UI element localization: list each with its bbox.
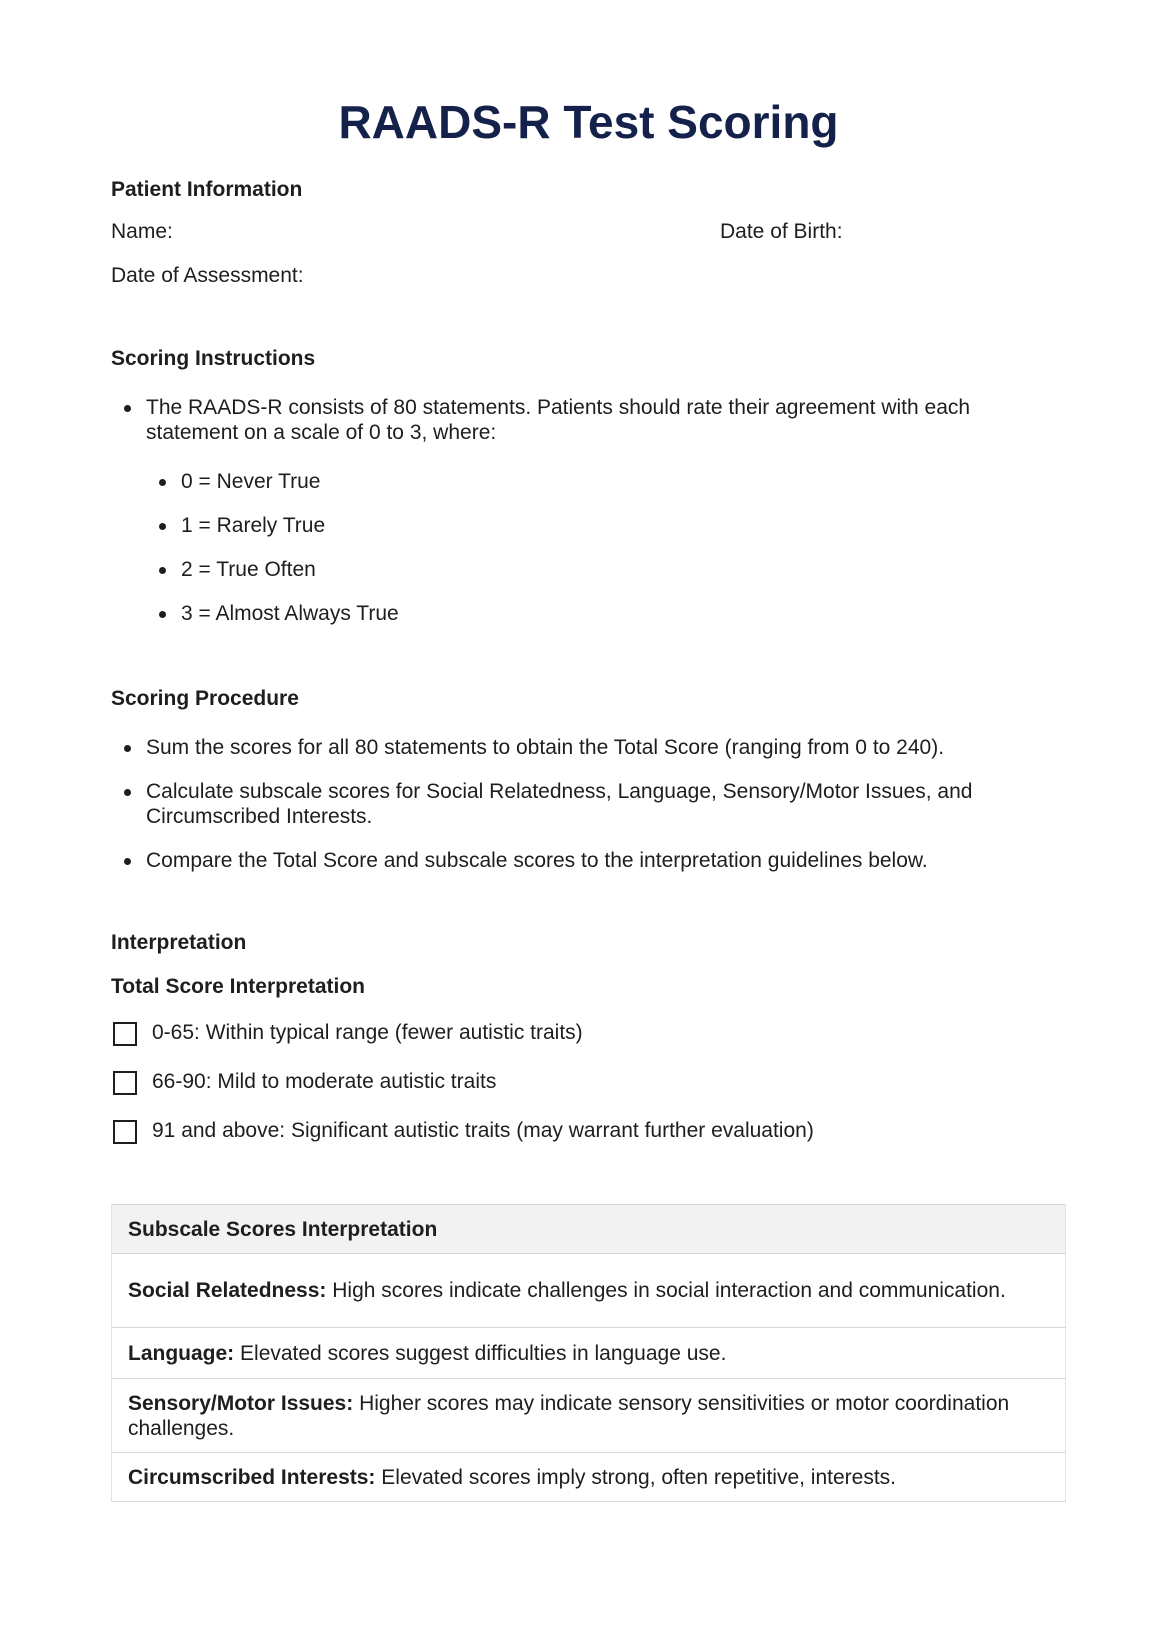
list-item: 0 = Never True: [111, 469, 1066, 494]
option-label: 0-65: Within typical range (fewer autistic traits): [152, 1021, 583, 1044]
checkbox[interactable]: [113, 1120, 137, 1144]
list-item: 2 = True Often: [111, 557, 1066, 582]
list-item: The RAADS-R consists of 80 statements. Patients should rate their agreement with each statement on a scale of 0 to 3, where:: [111, 395, 1066, 445]
assessment-date-label: Date of Assessment:: [111, 264, 304, 287]
subscale-term: Language:: [128, 1341, 235, 1365]
table-row: [112, 1453, 1066, 1502]
subscale-description: Higher scores may indicate sensory sensitivities or motor coordination challenges.: [128, 1391, 1010, 1440]
scoring-instructions-list: [111, 395, 1066, 445]
subscale-description: Elevated scores suggest difficulties in language use.: [240, 1341, 727, 1365]
table-row: [112, 1379, 1066, 1453]
subscale-table: [111, 1204, 1066, 1502]
scoring-instructions-heading: Scoring Instructions: [111, 347, 316, 370]
list-item: Sum the scores for all 80 statements to obtain the Total Score (ranging from 0 to 240).: [111, 735, 1066, 760]
option-label: 66-90: Mild to moderate autistic traits: [152, 1070, 497, 1093]
table-cell: [112, 1254, 1066, 1328]
table-row: [112, 1328, 1066, 1379]
checkbox[interactable]: [113, 1071, 137, 1095]
total-score-option[interactable]: [111, 1022, 1066, 1052]
dob-label: Date of Birth:: [720, 220, 843, 243]
list-item: 1 = Rarely True: [111, 513, 1066, 538]
list-item: Calculate subscale scores for Social Relatedness, Language, Sensory/Motor Issues, and Circumscribed Interests.: [111, 779, 1066, 829]
subscale-term: Social Relatedness:: [128, 1279, 327, 1302]
table-row: [112, 1254, 1066, 1328]
subscale-term: Circumscribed Interests:: [128, 1465, 376, 1489]
name-label: Name:: [111, 220, 173, 243]
subscale-description: High scores indicate challenges in social interaction and communication.: [332, 1279, 1006, 1302]
checkbox[interactable]: [113, 1022, 137, 1046]
interpretation-heading: Interpretation: [111, 931, 247, 954]
rating-scale-list: [111, 469, 1066, 626]
scoring-procedure-heading: Scoring Procedure: [111, 687, 299, 710]
list-item: 3 = Almost Always True: [111, 601, 1066, 626]
table-cell: [112, 1379, 1066, 1453]
total-score-heading: Total Score Interpretation: [111, 975, 365, 998]
option-label: 91 and above: Significant autistic traits (may warrant further evaluation): [152, 1119, 814, 1142]
subscale-term: Sensory/Motor Issues:: [128, 1391, 354, 1415]
page-title: RAADS-R Test Scoring: [338, 96, 839, 148]
subscale-description: Elevated scores imply strong, often repetitive, interests.: [381, 1465, 897, 1489]
list-item: Compare the Total Score and subscale scores to the interpretation guidelines below.: [111, 848, 1066, 873]
table-cell: [112, 1328, 1066, 1379]
table-header-row: [112, 1205, 1066, 1254]
total-score-option[interactable]: [111, 1071, 1066, 1101]
patient-info-heading: Patient Information: [111, 178, 303, 201]
table-header: Subscale Scores Interpretation: [112, 1205, 1066, 1254]
scoring-procedure-list: [111, 735, 1066, 873]
table-cell: [112, 1453, 1066, 1502]
total-score-option[interactable]: [111, 1120, 1066, 1150]
